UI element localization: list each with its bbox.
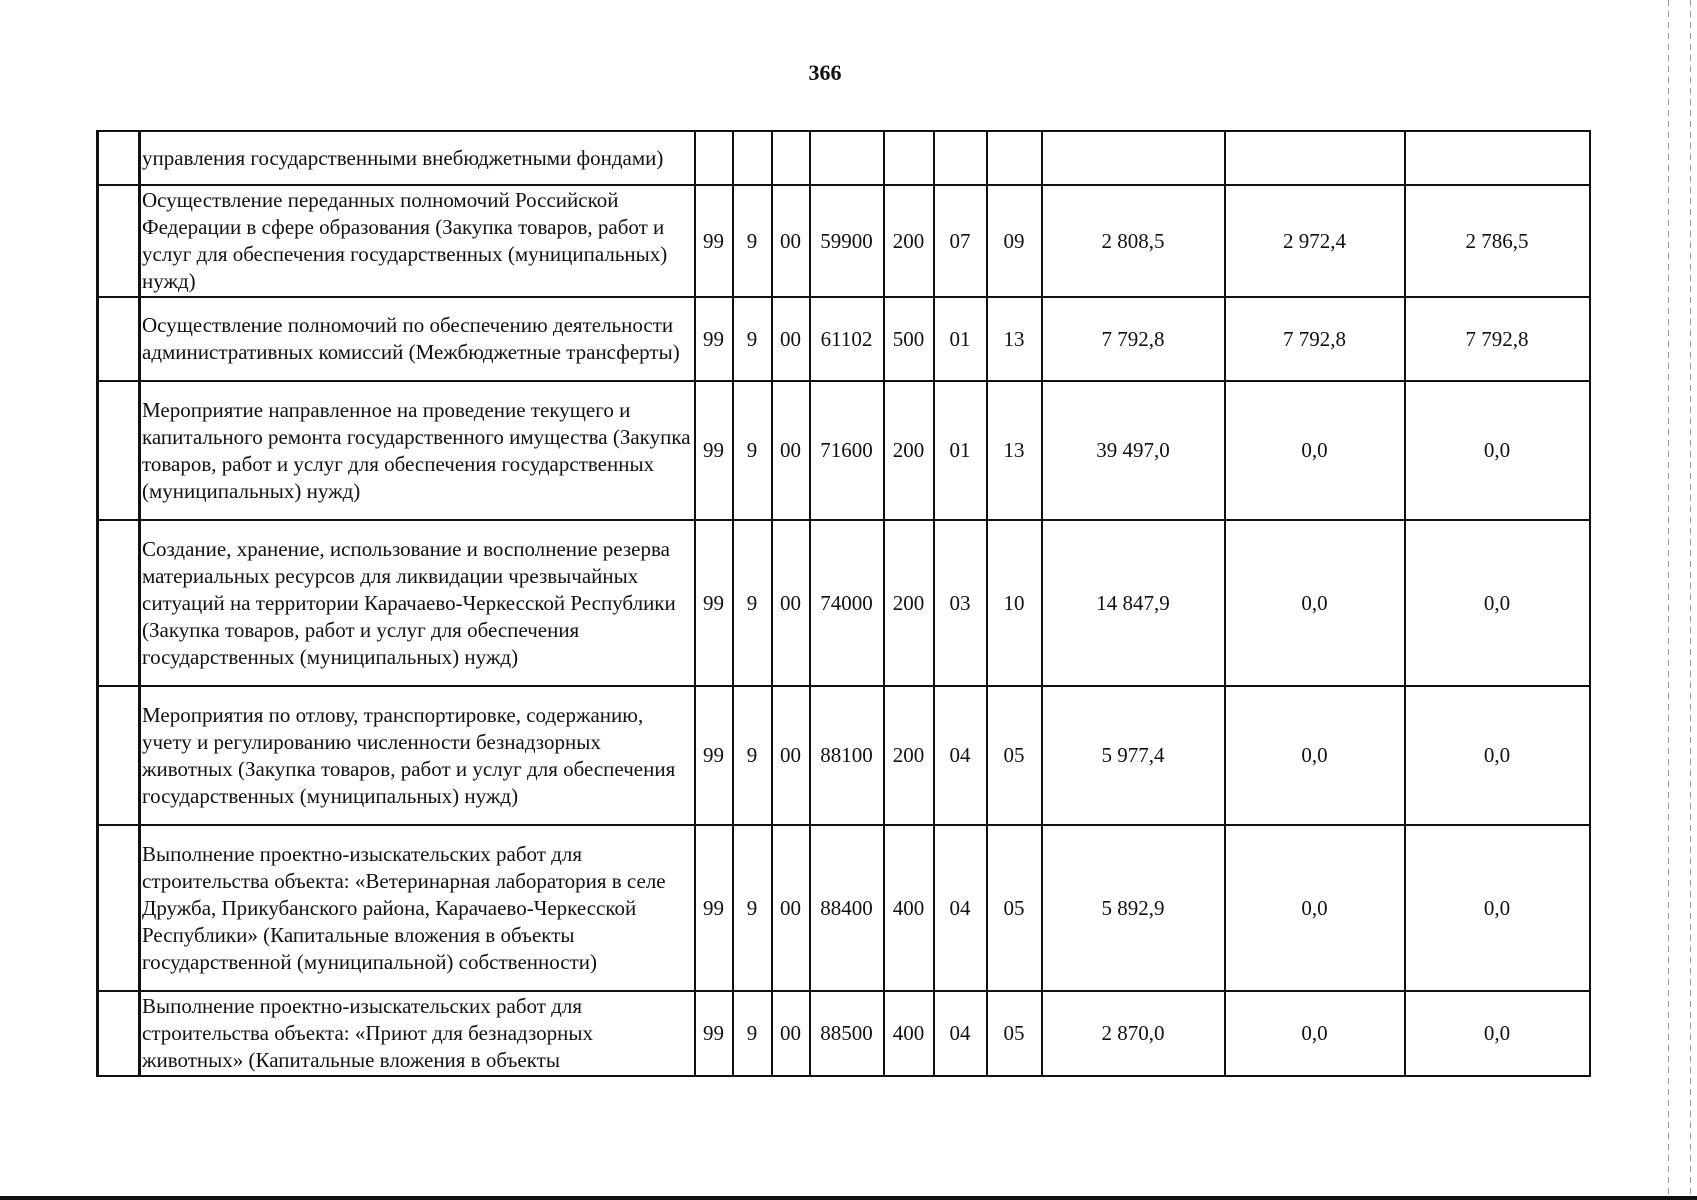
subprogram-cell: 9 [733,297,772,381]
amount-3-cell: 0,0 [1405,991,1590,1076]
subsection-cell: 13 [987,381,1042,520]
direction-cell: 00 [772,520,810,686]
row-number-cell [98,520,140,686]
amount-1-cell: 5 977,4 [1042,686,1225,825]
row-number-cell [98,131,140,185]
row-number-cell [98,297,140,381]
expense-type-cell: 500 [884,297,934,381]
section-cell: 07 [934,185,987,297]
code-cell: 61102 [810,297,884,381]
program-cell: 99 [695,381,733,520]
description-cell: управления государственными внебюджетными фондами) [140,131,695,185]
table-row [98,991,1590,1076]
description-cell: Выполнение проектно-изыскательских работ для строительства объекта: «Ветеринарная лаборатория в селе Дружба, Прикубанского района, Карачаево-Черкесской Республики» (Капитальные вложения в объекты государственной (муниципальной) собственности) [140,825,695,991]
program-cell: 99 [695,686,733,825]
table-row [98,686,1590,825]
expense-type-cell: 200 [884,520,934,686]
amount-2-cell: 0,0 [1225,686,1405,825]
direction-cell: 00 [772,825,810,991]
code-cell: 71600 [810,381,884,520]
table-body [98,131,1590,1076]
table-row [98,825,1590,991]
amount-1-cell: 39 497,0 [1042,381,1225,520]
subsection-cell: 13 [987,297,1042,381]
subsection-cell: 05 [987,686,1042,825]
amount-1-cell: 2 808,5 [1042,185,1225,297]
subprogram-cell: 9 [733,185,772,297]
amount-2-cell: 0,0 [1225,520,1405,686]
amount-2-cell: 2 972,4 [1225,185,1405,297]
table-row [98,297,1590,381]
row-number-cell [98,381,140,520]
row-number-cell [98,825,140,991]
amount-2-cell: 0,0 [1225,991,1405,1076]
subprogram-cell: 9 [733,686,772,825]
subsection-cell: 05 [987,991,1042,1076]
amount-3-cell [1405,131,1590,185]
section-cell: 04 [934,991,987,1076]
subprogram-cell: 9 [733,825,772,991]
direction-cell: 00 [772,686,810,825]
scan-edge-line [1690,0,1691,1200]
page-number: 366 [808,60,842,85]
section-cell [934,131,987,185]
table-row [98,185,1590,297]
amount-3-cell: 2 786,5 [1405,185,1590,297]
amount-3-cell: 7 792,8 [1405,297,1590,381]
description-cell: Создание, хранение, использование и восполнение резерва материальных ресурсов для ликвидации чрезвычайных ситуаций на территории Карачаево-Черкесской Республики (Закупка товаров, работ и услуг для обеспечения государственных (муниципальных) нужд) [140,520,695,686]
program-cell: 99 [695,991,733,1076]
amount-1-cell: 2 870,0 [1042,991,1225,1076]
code-cell: 88100 [810,686,884,825]
subsection-cell: 05 [987,825,1042,991]
subprogram-cell [733,131,772,185]
program-cell: 99 [695,825,733,991]
amount-1-cell [1042,131,1225,185]
amount-1-cell: 14 847,9 [1042,520,1225,686]
code-cell: 88500 [810,991,884,1076]
description-cell: Выполнение проектно-изыскательских работ для строительства объекта: «Приют для безнадзорных животных» (Капитальные вложения в объекты [140,991,695,1076]
section-cell: 01 [934,381,987,520]
description-cell: Мероприятия по отлову, транспортировке, содержанию, учету и регулированию численности безнадзорных животных (Закупка товаров, работ и услуг для обеспечения государственных (муниципальных) нужд) [140,686,695,825]
description-cell: Осуществление полномочий по обеспечению деятельности административных комиссий (Межбюджетные трансферты) [140,297,695,381]
code-cell: 59900 [810,185,884,297]
program-cell: 99 [695,185,733,297]
budget-table [96,130,1591,1077]
subprogram-cell: 9 [733,381,772,520]
section-cell: 04 [934,825,987,991]
row-number-cell [98,686,140,825]
row-number-cell [98,991,140,1076]
direction-cell: 00 [772,297,810,381]
table-row [98,381,1590,520]
amount-2-cell: 7 792,8 [1225,297,1405,381]
program-cell [695,131,733,185]
direction-cell: 00 [772,381,810,520]
description-cell: Мероприятие направленное на проведение текущего и капитального ремонта государственного имущества (Закупка товаров, работ и услуг для обеспечения государственных (муниципальных) нужд) [140,381,695,520]
expense-type-cell: 200 [884,185,934,297]
code-cell: 88400 [810,825,884,991]
amount-2-cell [1225,131,1405,185]
subsection-cell: 10 [987,520,1042,686]
subprogram-cell: 9 [733,991,772,1076]
code-cell: 74000 [810,520,884,686]
section-cell: 01 [934,297,987,381]
section-cell: 03 [934,520,987,686]
scan-edge-line [1668,0,1669,1200]
amount-1-cell: 7 792,8 [1042,297,1225,381]
section-cell: 04 [934,686,987,825]
direction-cell: 00 [772,185,810,297]
subsection-cell [987,131,1042,185]
description-cell: Осуществление переданных полномочий Российской Федерации в сфере образования (Закупка товаров, работ и услуг для обеспечения государственных (муниципальных) нужд) [140,185,695,297]
subsection-cell: 09 [987,185,1042,297]
direction-cell: 00 [772,991,810,1076]
row-number-cell [98,185,140,297]
subprogram-cell: 9 [733,520,772,686]
expense-type-cell: 400 [884,991,934,1076]
amount-3-cell: 0,0 [1405,686,1590,825]
direction-cell [772,131,810,185]
amount-1-cell: 5 892,9 [1042,825,1225,991]
table-row [98,131,1590,185]
expense-type-cell: 200 [884,381,934,520]
amount-2-cell: 0,0 [1225,825,1405,991]
amount-3-cell: 0,0 [1405,520,1590,686]
amount-3-cell: 0,0 [1405,825,1590,991]
program-cell: 99 [695,297,733,381]
code-cell [810,131,884,185]
amount-2-cell: 0,0 [1225,381,1405,520]
program-cell: 99 [695,520,733,686]
scan-bottom-edge [0,1196,1697,1200]
expense-type-cell: 400 [884,825,934,991]
expense-type-cell: 200 [884,686,934,825]
amount-3-cell: 0,0 [1405,381,1590,520]
expense-type-cell [884,131,934,185]
table-row [98,520,1590,686]
